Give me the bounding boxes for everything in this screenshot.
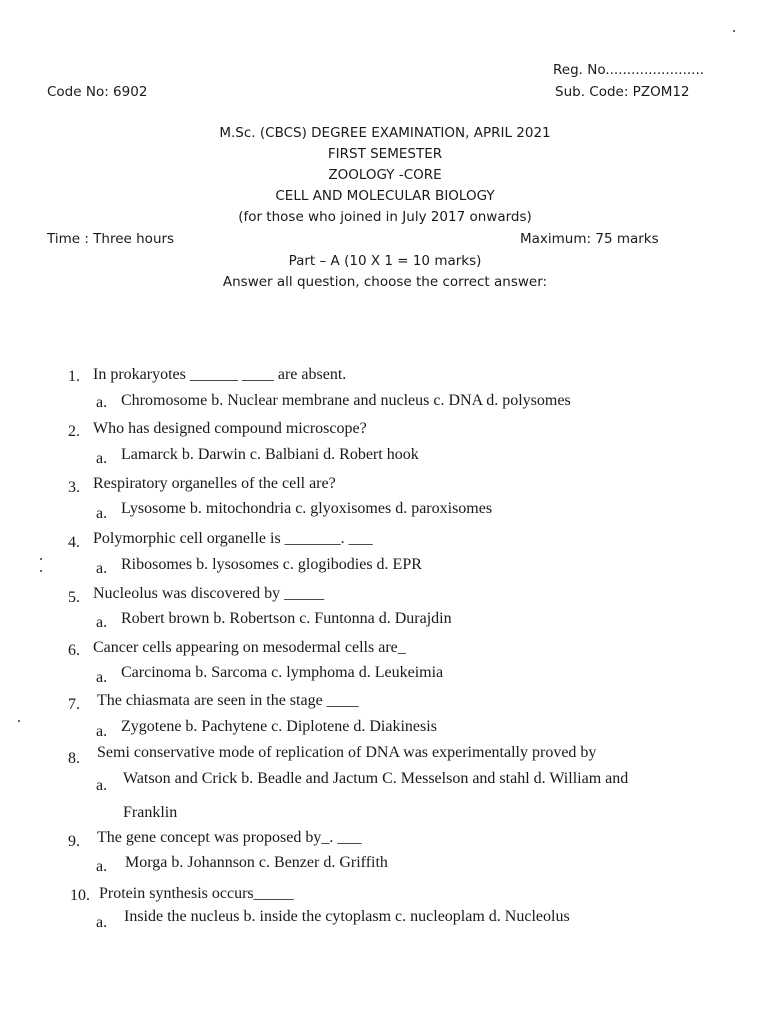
code-no: Code No: 6902 <box>47 84 148 100</box>
scan-speck <box>18 720 20 722</box>
question-options: Inside the nucleus b. inside the cytoplasm c. nucleoplam d. Nucleolus <box>124 908 570 925</box>
subject: ZOOLOGY -CORE <box>328 167 442 183</box>
option-letter: a. <box>96 858 108 875</box>
question-text: Cancer cells appearing on mesodermal cells are_ <box>93 639 406 656</box>
option-letter: a. <box>96 914 108 931</box>
question-options: Carcinoma b. Sarcoma c. lymphoma d. Leukeimia <box>121 664 444 681</box>
exam-title: M.Sc. (CBCS) DEGREE EXAMINATION, APRIL 2021 <box>219 125 551 141</box>
time-label: Time : Three hours <box>47 231 175 247</box>
option-letter: a. <box>96 505 108 522</box>
question-text: Nucleolus was discovered by _____ <box>93 585 325 602</box>
option-letter: a. <box>96 450 108 467</box>
question-number: 3. <box>68 479 80 496</box>
question-text: Polymorphic cell organelle is _______. ___ <box>93 530 373 547</box>
question-number: 5. <box>68 589 80 606</box>
scan-speck <box>40 570 42 572</box>
question-options: Lysosome b. mitochondria c. glyoxisomes d. paroxisomes <box>121 500 493 517</box>
question-options: Robert brown b. Robertson c. Funtonna d. Durajdin <box>121 610 452 627</box>
question-text: Protein synthesis occurs_____ <box>99 885 294 902</box>
question-number: 8. <box>68 750 80 767</box>
question-options: Lamarck b. Darwin c. Balbiani d. Robert hook <box>121 446 419 463</box>
scan-speck <box>40 558 42 560</box>
question-text: Semi conservative mode of replication of DNA was experimentally proved by <box>97 744 597 761</box>
option-letter: a. <box>96 723 108 740</box>
question-options: Morga b. Johannson c. Benzer d. Griffith <box>125 854 388 871</box>
question-text: The chiasmata are seen in the stage ____ <box>97 692 359 709</box>
question-number: 9. <box>68 833 80 850</box>
question-number: 7. <box>68 696 80 713</box>
option-letter: a. <box>96 394 108 411</box>
question-options: Zygotene b. Pachytene c. Diplotene d. Diakinesis <box>121 718 437 735</box>
question-text: Respiratory organelles of the cell are? <box>93 475 336 492</box>
part-heading: Part – A (10 X 1 = 10 marks) <box>288 253 482 269</box>
reg-no: Reg. No....................... <box>553 62 705 78</box>
max-marks: Maximum: 75 marks <box>520 231 659 247</box>
question-number: 4. <box>68 534 80 551</box>
question-options: Chromosome b. Nuclear membrane and nucleus c. DNA d. polysomes <box>121 392 571 409</box>
option-letter: a. <box>96 614 108 631</box>
question-text: In prokaryotes ______ ____ are absent. <box>93 366 347 383</box>
question-text: Who has designed compound microscope? <box>93 420 367 437</box>
semester: FIRST SEMESTER <box>327 146 443 162</box>
scan-speck <box>733 30 735 32</box>
question-options: Watson and Crick b. Beadle and Jactum C. Messelson and stahl d. William and <box>123 770 629 787</box>
option-letter: a. <box>96 560 108 577</box>
question-number: 2. <box>68 423 80 440</box>
paper-title: CELL AND MOLECULAR BIOLOGY <box>275 188 495 204</box>
question-text: The gene concept was proposed by_. ___ <box>97 829 362 846</box>
option-letter: a. <box>96 669 108 686</box>
sub-code: Sub. Code: PZOM12 <box>555 84 690 100</box>
question-options-continued: Franklin <box>123 804 178 821</box>
question-number: 10. <box>70 887 90 904</box>
question-number: 6. <box>68 642 80 659</box>
question-number: 1. <box>68 368 80 385</box>
batch-note: (for those who joined in July 2017 onwards) <box>238 209 532 225</box>
instruction: Answer all question, choose the correct answer: <box>222 274 548 290</box>
question-options: Ribosomes b. lysosomes c. glogibodies d. EPR <box>121 556 422 573</box>
option-letter: a. <box>96 777 108 794</box>
